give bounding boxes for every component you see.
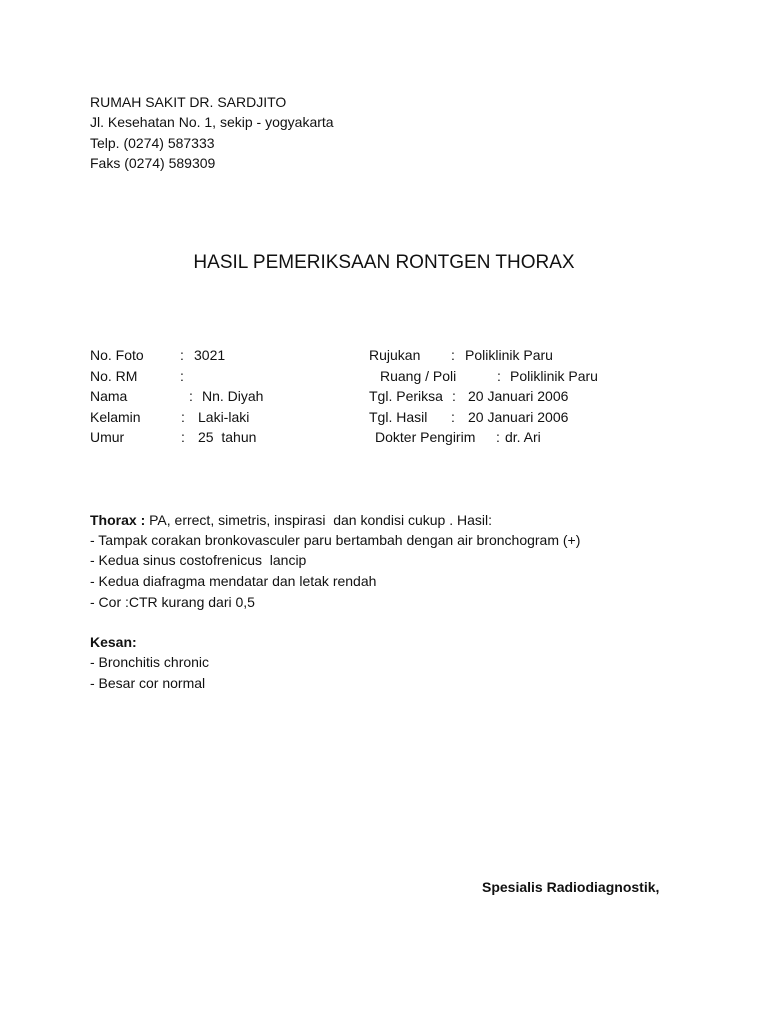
field-label-tgl-periksa: Tgl. Periksa xyxy=(369,388,443,404)
hospital-name: RUMAH SAKIT DR. SARDJITO xyxy=(90,94,287,110)
field-sep: : xyxy=(180,347,184,363)
field-label-no-rm: No. RM xyxy=(90,368,138,384)
field-value-tgl-hasil: 20 Januari 2006 xyxy=(468,409,569,425)
signature-title: Spesialis Radiodiagnostik, xyxy=(482,879,660,895)
kesan-label: Kesan: xyxy=(90,634,137,650)
thorax-line xyxy=(90,510,492,530)
field-value-ruang-poli: Poliklinik Paru xyxy=(510,368,598,384)
field-label-rujukan: Rujukan xyxy=(369,347,421,363)
field-sep: : xyxy=(496,429,500,445)
thorax-intro: PA, errect, simetris, inspirasi dan kondisi cukup . Hasil: xyxy=(145,512,492,528)
field-label-umur: Umur xyxy=(90,429,125,445)
field-value-umur: 25 tahun xyxy=(198,429,257,445)
thorax-finding: - Tampak corakan bronkovasculer paru bertambah dengan air bronchogram (+) xyxy=(90,532,581,548)
field-label-kelamin: Kelamin xyxy=(90,409,141,425)
thorax-finding: - Kedua sinus costofrenicus lancip xyxy=(90,552,307,568)
field-label-dokter-pengirim: Dokter Pengirim xyxy=(375,429,476,445)
field-sep: : xyxy=(497,368,501,384)
thorax-finding: - Kedua diafragma mendatar dan letak rendah xyxy=(90,573,377,589)
field-sep: : xyxy=(452,388,456,404)
field-label-tgl-hasil: Tgl. Hasil xyxy=(369,409,428,425)
field-value-rujukan: Poliklinik Paru xyxy=(465,347,553,363)
field-label-no-foto: No. Foto xyxy=(90,347,144,363)
field-value-no-foto: 3021 xyxy=(194,347,226,363)
field-value-dokter-pengirim: dr. Ari xyxy=(505,429,541,445)
field-sep: : xyxy=(181,409,185,425)
thorax-label: Thorax : xyxy=(90,512,146,528)
field-sep: : xyxy=(451,409,455,425)
field-sep: : xyxy=(451,347,455,363)
hospital-address: Jl. Kesehatan No. 1, sekip - yogyakarta xyxy=(90,114,334,130)
page-title: HASIL PEMERIKSAAN RONTGEN THORAX xyxy=(193,252,575,273)
hospital-phone: Telp. (0274) 587333 xyxy=(90,135,215,151)
field-sep: : xyxy=(189,388,193,404)
field-value-tgl-periksa: 20 Januari 2006 xyxy=(468,388,569,404)
field-value-nama: Nn. Diyah xyxy=(202,388,264,404)
field-sep: : xyxy=(180,368,184,384)
kesan-item: - Bronchitis chronic xyxy=(90,654,210,670)
field-sep: : xyxy=(181,429,185,445)
thorax-finding: - Cor :CTR kurang dari 0,5 xyxy=(90,594,255,610)
hospital-fax: Faks (0274) 589309 xyxy=(90,155,216,171)
field-label-ruang-poli: Ruang / Poli xyxy=(380,368,457,384)
field-value-kelamin: Laki-laki xyxy=(198,409,250,425)
field-label-nama: Nama xyxy=(90,388,128,404)
kesan-item: - Besar cor normal xyxy=(90,675,206,691)
